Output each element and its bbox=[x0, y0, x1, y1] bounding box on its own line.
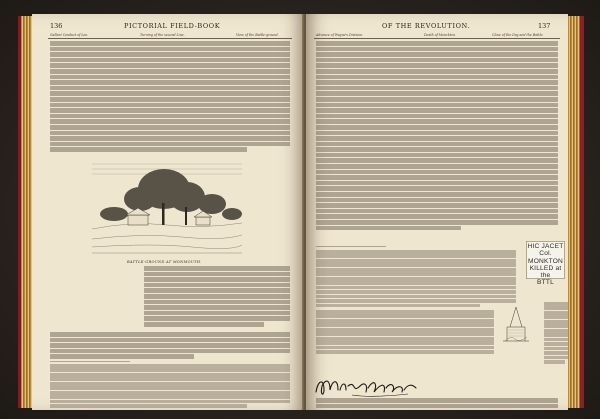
monument-caption-text bbox=[544, 302, 568, 365]
left-page-edges bbox=[18, 16, 32, 408]
inserted-memorial-card bbox=[526, 241, 565, 287]
right-footnotes-2 bbox=[316, 310, 494, 355]
open-book bbox=[18, 10, 584, 410]
right-body-text bbox=[316, 41, 558, 231]
right-page-number: 137 bbox=[538, 22, 551, 30]
right-header-rule bbox=[314, 38, 560, 39]
left-body-text-2 bbox=[50, 332, 290, 360]
engraving-caption: BATTLE-GROUND AT MONMOUTH. bbox=[127, 260, 202, 264]
left-sidenote-1: Gallant Conduct of Lee. bbox=[50, 33, 89, 37]
battle-ground-engraving bbox=[92, 159, 242, 257]
card-line-4: BTTL bbox=[537, 279, 554, 287]
right-sidenote-2: Death of Monckton. bbox=[424, 33, 457, 37]
right-sidenote-1: Advance of Wayne's Division. bbox=[316, 33, 364, 37]
left-page-number: 136 bbox=[50, 22, 63, 30]
left-running-head: PICTORIAL FIELD-BOOK bbox=[124, 22, 221, 30]
left-page bbox=[32, 14, 304, 410]
left-sidenote-3: View of the Battle-ground. bbox=[236, 33, 279, 37]
left-sidenote-2: Turning of the second Line. bbox=[140, 33, 185, 37]
left-footnotes bbox=[50, 364, 290, 409]
right-bottom-text bbox=[316, 398, 558, 409]
monckton-signature bbox=[312, 370, 422, 400]
monument-engraving bbox=[501, 301, 531, 343]
right-page-edges bbox=[568, 16, 584, 408]
right-sidenote-3: Close of the Day and the Battle. bbox=[492, 33, 544, 37]
card-line-2: Col. MONKTON bbox=[528, 250, 563, 265]
left-wrap-text bbox=[144, 266, 290, 328]
right-page bbox=[306, 14, 568, 410]
card-line-3: KILLED at the bbox=[529, 264, 562, 280]
right-footnote-rule bbox=[316, 246, 386, 247]
right-running-head: OF THE REVOLUTION. bbox=[382, 22, 471, 30]
right-footnotes bbox=[316, 250, 516, 308]
left-body-text bbox=[50, 41, 290, 153]
left-header-rule bbox=[48, 38, 292, 39]
card-line-1: HIC JACET bbox=[527, 243, 564, 250]
left-footnote-rule bbox=[50, 361, 130, 362]
